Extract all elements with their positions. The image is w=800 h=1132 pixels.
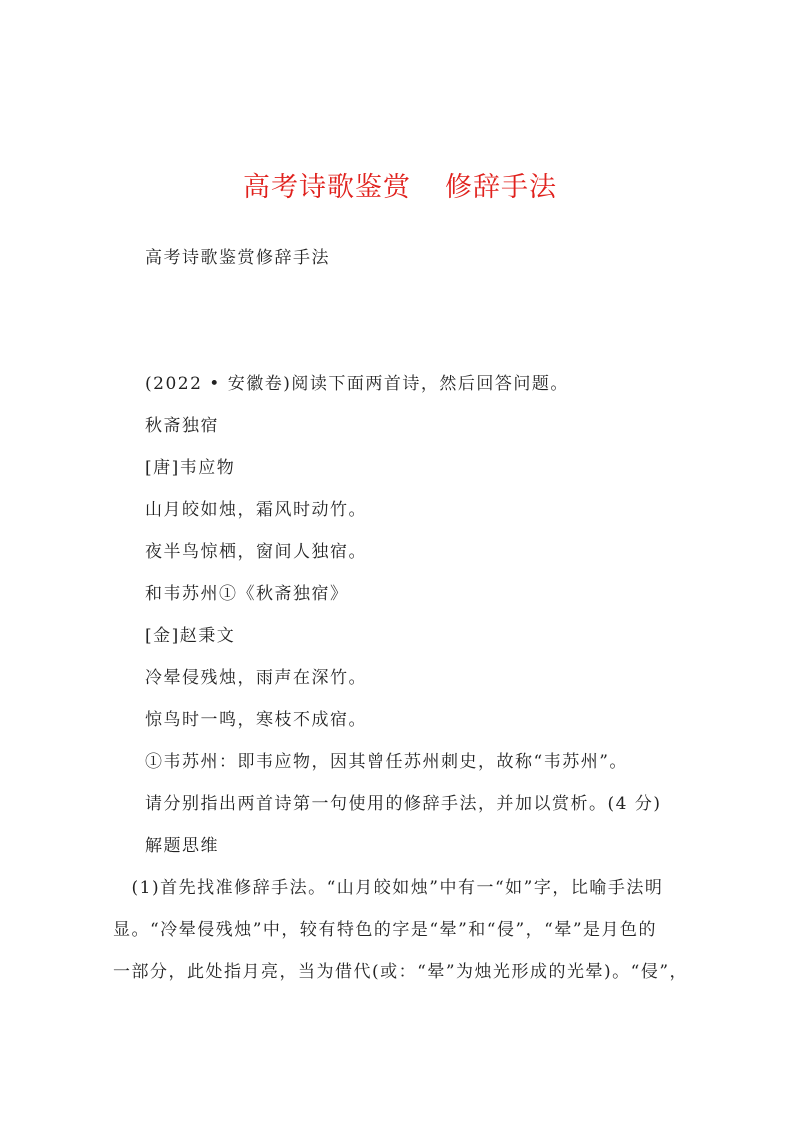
poem-2-author: [金]赵秉文 [145, 626, 236, 646]
question-intro: (2022 • 安徽卷)阅读下面两首诗，然后回答问题。 [145, 374, 569, 394]
title-part-1: 高考诗歌鉴赏 [243, 172, 411, 203]
poem-1-line-1: 山月皎如烛，霜风时动竹。 [145, 500, 367, 520]
document-title [0, 168, 800, 208]
poem-2-title: 和韦苏州①《秋斋独宿》 [145, 584, 349, 604]
poem-1-author: [唐]韦应物 [145, 458, 236, 478]
document-subtitle: 高考诗歌鉴赏修辞手法 [145, 248, 330, 268]
poem-2-line-1: 冷晕侵残烛，雨声在深竹。 [145, 668, 367, 688]
footnote: ①韦苏州：即韦应物，因其曾任苏州刺史，故称“韦苏州”。 [145, 752, 628, 772]
analysis-line-3: 一部分，此处指月亮，当为借代(或：“晕”为烛光形成的光晕)。“侵”， [113, 962, 689, 982]
title-part-2: 修辞手法 [445, 172, 557, 203]
analysis-paragraph [113, 876, 703, 984]
poem-1-line-2: 夜半鸟惊栖，窗间人独宿。 [145, 542, 367, 562]
poem-1-title: 秋斋独宿 [145, 416, 219, 436]
poem-2-line-2: 惊鸟时一鸣，寒枝不成宿。 [145, 710, 367, 730]
section-heading: 解题思维 [145, 836, 219, 856]
analysis-line-1: (1)首先找准修辞手法。“山月皎如烛”中有一“如”字，比喻手法明 [113, 878, 664, 898]
question-prompt: 请分别指出两首诗第一句使用的修辞手法，并加以赏析。(4 分) [145, 794, 662, 814]
analysis-line-2: 显。“冷晕侵残烛”中，较有特色的字是“晕”和“侵”，“晕”是月色的 [113, 920, 658, 940]
